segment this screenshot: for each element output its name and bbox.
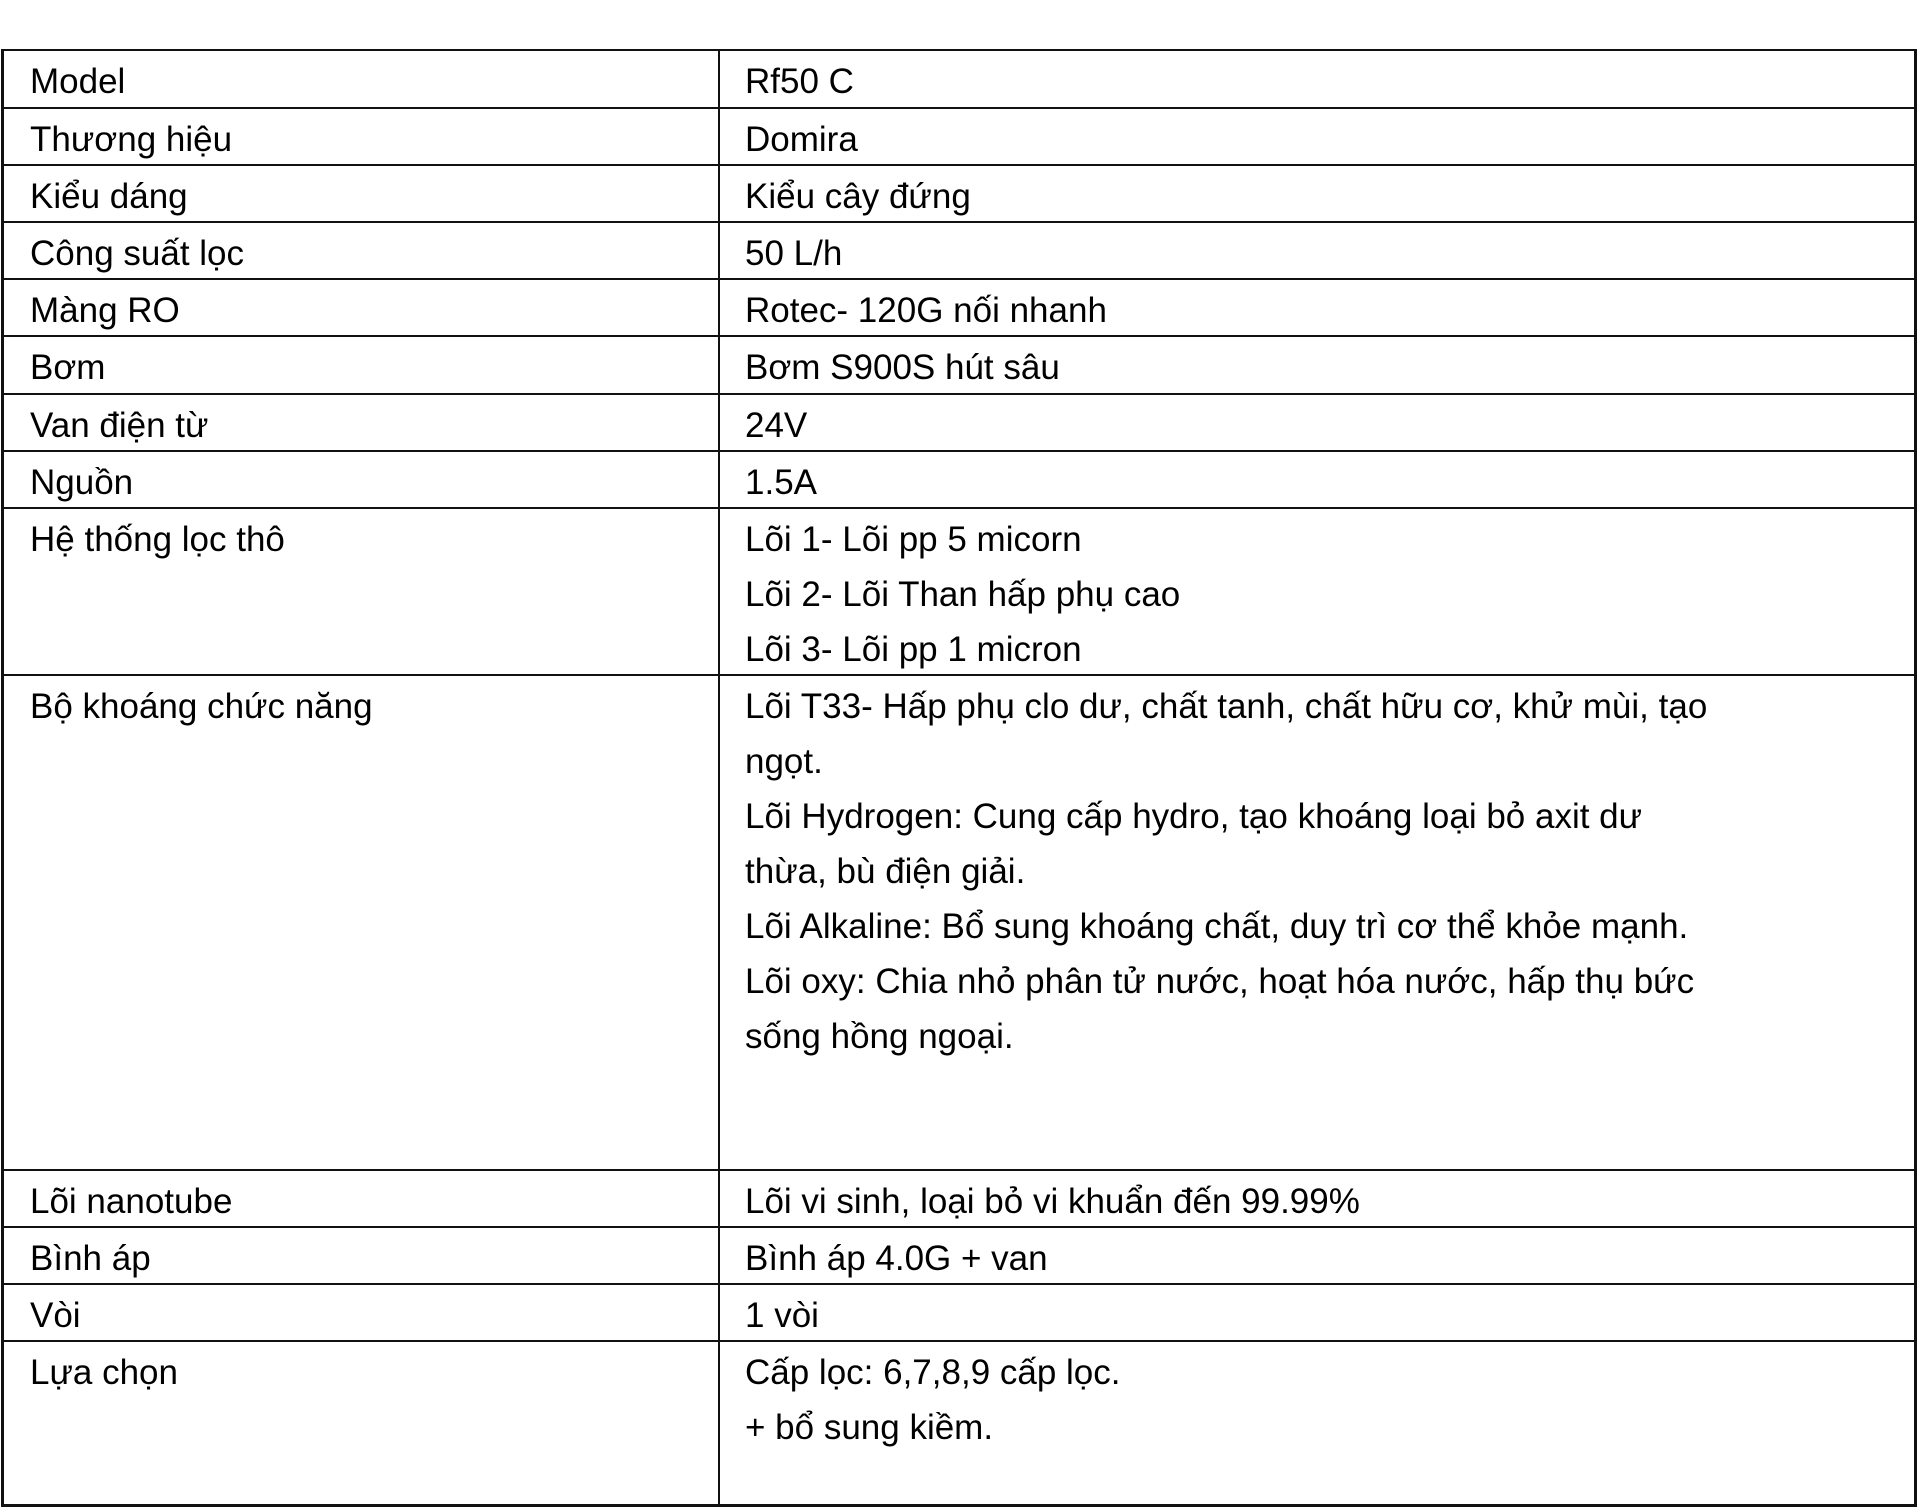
value-line: Lõi Hydrogen: Cung cấp hydro, tạo khoáng loại bỏ axit dư [745,797,1643,836]
row-value [718,223,1917,278]
row-label: Lõi nanotube [1,1171,721,1226]
row-label: Bộ khoáng chức năng [1,676,721,1169]
row-value [718,280,1917,335]
value-line: 50 L/h [745,234,843,273]
row-value [718,51,1917,107]
row-value [718,676,1917,1169]
table-row [1,221,1917,278]
value-line: Rotec- 120G nối nhanh [745,291,1107,330]
row-value [718,395,1917,450]
table-row [1,1226,1917,1283]
row-label: Model [1,51,721,107]
row-value [718,1228,1917,1283]
value-line: thừa, bù điện giải. [745,852,1026,891]
row-label: Lựa chọn [1,1342,721,1504]
value-line: Bơm S900S hút sâu [745,348,1060,387]
value-line: Lõi Alkaline: Bổ sung khoáng chất, duy trì cơ thể khỏe mạnh. [745,907,1689,946]
row-label: Vòi [1,1285,721,1340]
row-label: Kiểu dáng [1,166,721,221]
table-row [1,1169,1917,1226]
table-row [1,1340,1917,1507]
row-value [718,1285,1917,1340]
value-line: Lõi vi sinh, loại bỏ vi khuẩn đến 99.99% [745,1182,1360,1221]
table-row [1,278,1917,335]
value-line: Bình áp 4.0G + van [745,1239,1048,1278]
value-line: Cấp lọc: 6,7,8,9 cấp lọc. [745,1353,1121,1392]
table-row [1,49,1917,107]
row-label: Nguồn [1,452,721,507]
row-label: Hệ thống lọc thô [1,509,721,674]
row-label: Van điện từ [1,395,721,450]
value-line: Rf50 C [745,62,854,101]
row-value [718,1342,1917,1504]
value-line: Domira [745,120,858,159]
value-line: Lõi 1- Lõi pp 5 micorn [745,520,1082,559]
table-row [1,393,1917,450]
row-value [718,109,1917,164]
row-label: Màng RO [1,280,721,335]
row-label: Thương hiệu [1,109,721,164]
spec-table [1,49,1917,1507]
table-row [1,507,1917,674]
value-line: + bổ sung kiềm. [745,1408,994,1447]
row-value [718,337,1917,393]
table-row [1,107,1917,164]
value-line: Lõi T33- Hấp phụ clo dư, chất tanh, chất hữu cơ, khử mùi, tạo [745,687,1708,726]
value-line: 24V [745,406,808,445]
value-line: ngọt. [745,742,823,781]
row-label: Bơm [1,337,721,393]
row-value [718,1171,1917,1226]
row-value [718,452,1917,507]
table-row [1,335,1917,393]
value-line: Lõi 2- Lõi Than hấp phụ cao [745,575,1181,614]
table-row [1,450,1917,507]
table-row [1,1283,1917,1340]
value-line: Lõi 3- Lõi pp 1 micron [745,630,1082,669]
value-line: Kiểu cây đứng [745,177,971,216]
row-value [718,509,1917,674]
table-row [1,674,1917,1169]
row-label: Công suất lọc [1,223,721,278]
value-line: sống hồng ngoại. [745,1017,1014,1056]
row-value [718,166,1917,221]
row-label: Bình áp [1,1228,721,1283]
value-line: 1 vòi [745,1296,819,1335]
value-line: 1.5A [745,463,817,502]
table-row [1,164,1917,221]
value-line: Lõi oxy: Chia nhỏ phân tử nước, hoạt hóa nước, hấp thụ bức [745,962,1695,1001]
